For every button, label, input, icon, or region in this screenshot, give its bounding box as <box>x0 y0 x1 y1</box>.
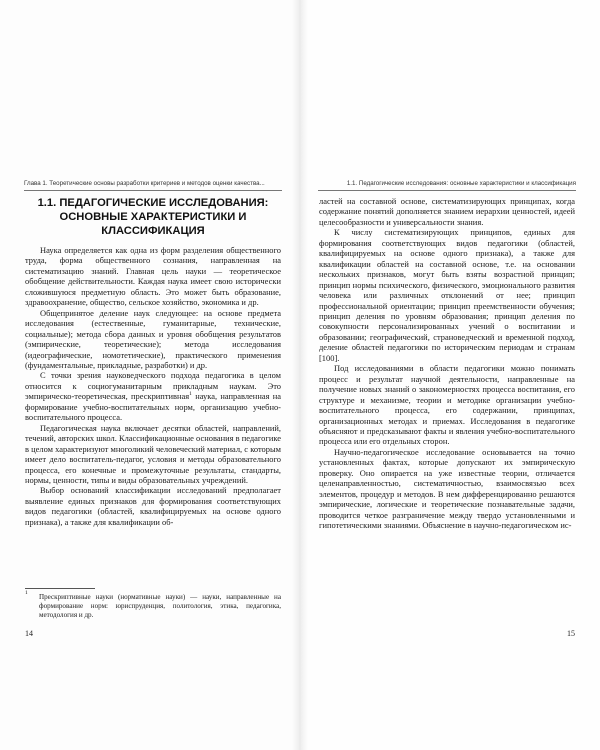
footnote: 1 Прескриптивные науки (нормативные науки) — науки, направленные на формирование норм: юриспруденция, политология, этика, педагогика, методология и др. <box>25 590 281 619</box>
left-paragraph-3-part-2: наука, направленная на формирование учебно-воспитательных норм, организацию учебно-воспитательного процесса. <box>25 391 281 423</box>
right-paragraph-4: Научно-педагогическое исследование основывается на точно установленных фактах, которые допускают их эмпирическую проверку. Оно опирается на уже известные теории, отличается целенаправленностью, систематичностью, взаимосвязью всех элементов, процедур и методов. В нем дифференцированно решаются эмпирические, логические и теоретические познавательные задачи, проводится четкое разграничение между твердо установленными и гипотетическими знаниями. Объяснение в научно-педагогическом ис- <box>319 446 575 531</box>
left-paragraph-3-part-1: С точки зрения науковедческого подхода педагогика в целом относится к социогуманитарным прикладным наукам. Это эмпирическо-теоретическая, прескриптивная <box>25 370 281 402</box>
left-paragraph-5: Выбор оснований классификации исследований предполагает выявление единых признаков для формирования соответствующих видов педагогики (областей, квалифицируемых на основе одного признака), а также для квалификации об- <box>25 485 281 527</box>
left-running-head: Глава 1. Теоретические основы разработки критериев и методов оценки качества... <box>24 180 265 187</box>
right-paragraph-2: К числу систематизирующих принципов, единых для формирования соответствующих видов педагогики (областей, квалифицируемых на основе одного признака), а также для квалификации областей на составной основе, т.е. на основании нескольких признаков, могут быть взяты возрастной принцип; принцип нормы психического, физического, эмоционального развития человека или различных отклонений от нее; принцип профессиональной ориентации; принцип преемственности обучения; принцип деления по уровням образования; принцип деления по совокупности персонализированных учений о воспитании и образовании; географический, страноведческий и временной подход, деление областей педагогики по историческим периодам и странам [100]. <box>319 227 575 363</box>
section-heading <box>25 196 281 238</box>
left-paragraph-2: Общепринятое деление наук следующее: на основе предмета исследования (естественные, гуманитарные, технические, социальные); метода сбора данных и уровня обобщения результатов (эмпирические, теоретические); метода исследования (идеографические, номотетические), практического применения (фундаментальные, прикладные, разработки) и др. <box>25 307 281 370</box>
left-page-number: 14 <box>25 629 33 638</box>
right-paragraph-1: ластей на составной основе, систематизирующих принципах, когда содержание понятий дополняется знанием иерархии ценностей, идеей целесообразности и универсальности знания. <box>319 196 575 227</box>
section-heading-line-1: 1.1. ПЕДАГОГИЧЕСКИЕ ИССЛЕДОВАНИЯ: <box>37 197 269 209</box>
left-paragraph-1: Наука определяется как одна из форм разделения общественного труда, форма общественного сознания, направленная на систематизацию знаний. Главная цель науки — теоретическое обобщение действительности. Каждая наука имеет свою исторически сложившуюся предметную область. Это может быть образование, здравоохранение, общество, сельское хозяйство, экономика и др. <box>25 245 281 308</box>
left-paragraph-4: Педагогическая наука включает десятки областей, направлений, течений, авторских школ. Классификационные основания в педагогике в целом характеризуют многоликий человеческий материал, с которым имеет дело воспитатель-педагог, условия и методы образовательного процесса, его конечные и промежуточные результаты, стандарты, нормы, ценности, типы и виды образовательных учреждений. <box>25 422 281 485</box>
footnote-rule <box>25 588 95 589</box>
footnote-text: Прескриптивные науки (нормативные науки) — науки, направленные на формирование норм: юриспруденция, политология, этика, педагогика, методология и др. <box>39 593 281 619</box>
left-header-rule <box>24 190 282 191</box>
section-heading-line-2: ОСНОВНЫЕ ХАРАКТЕРИСТИКИ И КЛАССИФИКАЦИЯ <box>59 211 247 237</box>
right-running-head: 1.1. Педагогические исследования: основные характеристики и классификация <box>346 180 576 187</box>
book-gutter <box>292 0 308 750</box>
right-header-rule <box>318 190 576 191</box>
right-page-number: 15 <box>567 629 575 638</box>
right-text-column <box>319 196 575 531</box>
footnote-reference: 1 <box>189 391 192 398</box>
left-text-column <box>25 196 281 527</box>
left-paragraph-3 <box>25 370 281 422</box>
right-paragraph-3: Под исследованиями в области педагогики можно понимать процесс и результат научной деятельности, направленные на получение новых знаний о закономерностях процесса воспитания, его структуре и механизме, теории и методике организации учебно-воспитательного процесса, его содержании, принципах, организационных методах и приемах. Исследования в педагогике объясняют и предсказывают факты и явления учебно-воспитательного процесса или его отдельных сторон. <box>319 363 575 447</box>
